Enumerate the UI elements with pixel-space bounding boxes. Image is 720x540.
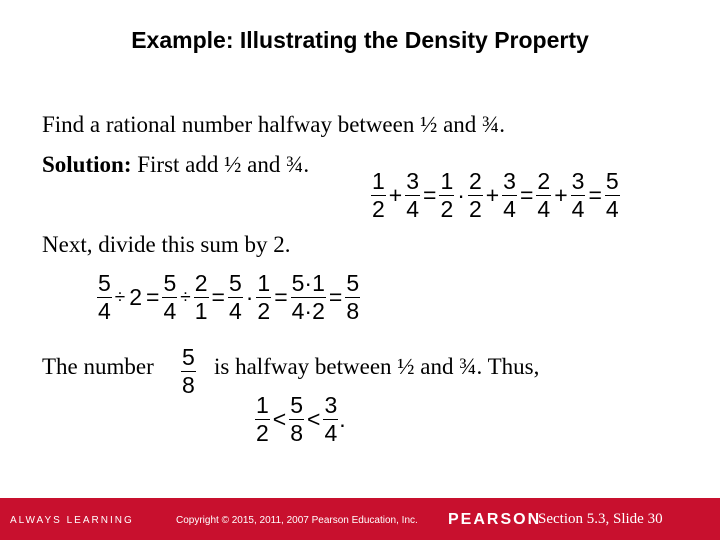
fraction: $\frac{2}{2}$: [468, 168, 482, 222]
fraction: $\frac{5}{4}$: [163, 270, 177, 324]
solution-text: First add ½ and ¾.: [131, 152, 310, 177]
the-number-text: The number: [42, 354, 154, 379]
fraction: $\frac{1}{2}$: [440, 168, 454, 222]
fraction: $\frac{5}{8}$: [290, 392, 304, 446]
fraction: $\frac{5}{4}$: [605, 168, 619, 222]
solution-line: [42, 152, 309, 178]
sum-equation: $\frac{1}{2}$ + $\frac{3}{4}$ = $\frac{1}{2}$ · $\frac{2}{2}$ + $\frac{3}{4}$ = $\frac{2}{4}$ + $\frac{3}{4}$ = $\frac{5}{4}$: [372, 168, 619, 222]
slide-number: Section 5.3, Slide 30: [538, 511, 663, 527]
fraction: $\frac{5\cdot 1}{4\cdot 2}$: [291, 270, 325, 324]
fraction: $\frac{1}{2}$: [257, 270, 271, 324]
halfway-text: is halfway between ½ and ¾. Thus,: [214, 354, 540, 379]
division-equation: $\frac{5}{4}$ ÷ 2 = $\frac{5}{4}$ ÷ $\frac{2}{1}$ = $\frac{5}{4}$ · $\frac{1}{2}$ = $\frac{5\cdot 1}{4\cdot 2}$ = $\frac{5}{8}$: [98, 270, 360, 324]
fraction: $\frac{5}{4}$: [98, 270, 111, 324]
fraction: $\frac{2}{1}$: [194, 270, 208, 324]
inline-fraction: $\frac{5}{8}$: [182, 344, 195, 398]
inequality: $\frac{1}{2}$ < $\frac{5}{8}$ < $\frac{3}{4}$ .: [256, 392, 346, 446]
fraction: $\frac{3}{4}$: [571, 168, 585, 222]
pearson-logo: PEARSON: [448, 511, 542, 528]
solution-label: Solution:: [42, 152, 132, 177]
problem-text: Find a rational number halfway between ½ and ¾.: [42, 112, 506, 137]
fraction: $\frac{5}{8}$: [346, 270, 360, 324]
copyright-text: Copyright © 2015, 2011, 2007 Pearson Education, Inc.: [176, 515, 418, 526]
fraction: $\frac{3}{4}$: [406, 168, 420, 222]
fraction: $\frac{1}{2}$: [372, 168, 385, 222]
footer-bar: [0, 498, 720, 540]
fraction: $\frac{3}{4}$: [503, 168, 516, 222]
slide-title: Example: Illustrating the Density Property: [131, 27, 589, 53]
fraction: $\frac{1}{2}$: [256, 392, 269, 446]
always-learning-label: ALWAYS LEARNING: [10, 515, 134, 526]
fraction: $\frac{2}{4}$: [537, 168, 551, 222]
fraction: $\frac{3}{4}$: [324, 392, 338, 446]
fraction: $\frac{5}{4}$: [228, 270, 242, 324]
next-step-text: Next, divide this sum by 2.: [42, 232, 291, 257]
